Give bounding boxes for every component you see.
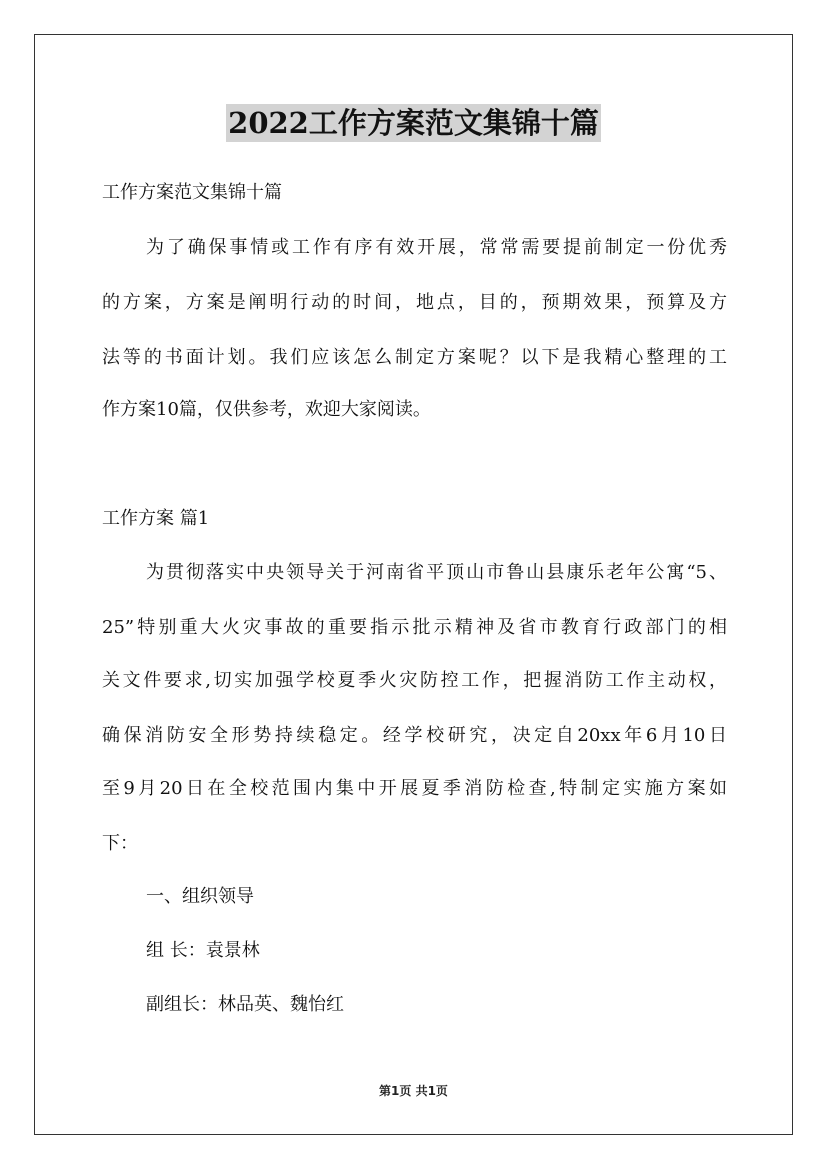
intro-line-2: 的方案，方案是阐明行动的时间，地点，目的，预期效果，预算及方 — [102, 292, 727, 313]
section-1-line-1: 为贯彻落实中央领导关于河南省平顶山市鲁山县康乐老年公寓“5、 — [146, 562, 727, 583]
intro-line-1: 为了确保事情或工作有序有效开展，常常需要提前制定一份优秀 — [146, 237, 727, 258]
section-1-line-3: 关文件要求,切实加强学校夏季火灾防控工作，把握消防工作主动权， — [102, 670, 727, 691]
document-title-text: 2022工作方案范文集锦十篇 — [228, 106, 599, 140]
section-1-line-6: 下： — [102, 833, 138, 854]
intro-line-4: 作方案10篇，仅供参考，欢迎大家阅读。 — [102, 399, 431, 420]
intro-line-3: 法等的书面计划。我们应该怎么制定方案呢？以下是我精心整理的工 — [102, 347, 727, 368]
page-footer: 第1页 共1页 — [379, 1084, 448, 1098]
section-1-heading: 工作方案 篇1 — [102, 508, 210, 529]
document-title — [0, 103, 827, 142]
group-leader: 组 长：袁景林 — [146, 940, 260, 961]
subtitle: 工作方案范文集锦十篇 — [102, 182, 282, 203]
section-1-line-5: 至9月20日在全校范围内集中开展夏季消防检查,特制定实施方案如 — [102, 778, 727, 799]
section-1-line-4: 确保消防安全形势持续稳定。经学校研究，决定自20xx年6月10日 — [102, 725, 727, 746]
section-1-line-2: 25”特别重大火灾事故的重要指示批示精神及省市教育行政部门的相 — [102, 617, 727, 638]
deputy-group-leader: 副组长：林品英、魏怡红 — [146, 994, 344, 1015]
org-leadership-heading: 一、组织领导 — [146, 886, 254, 907]
